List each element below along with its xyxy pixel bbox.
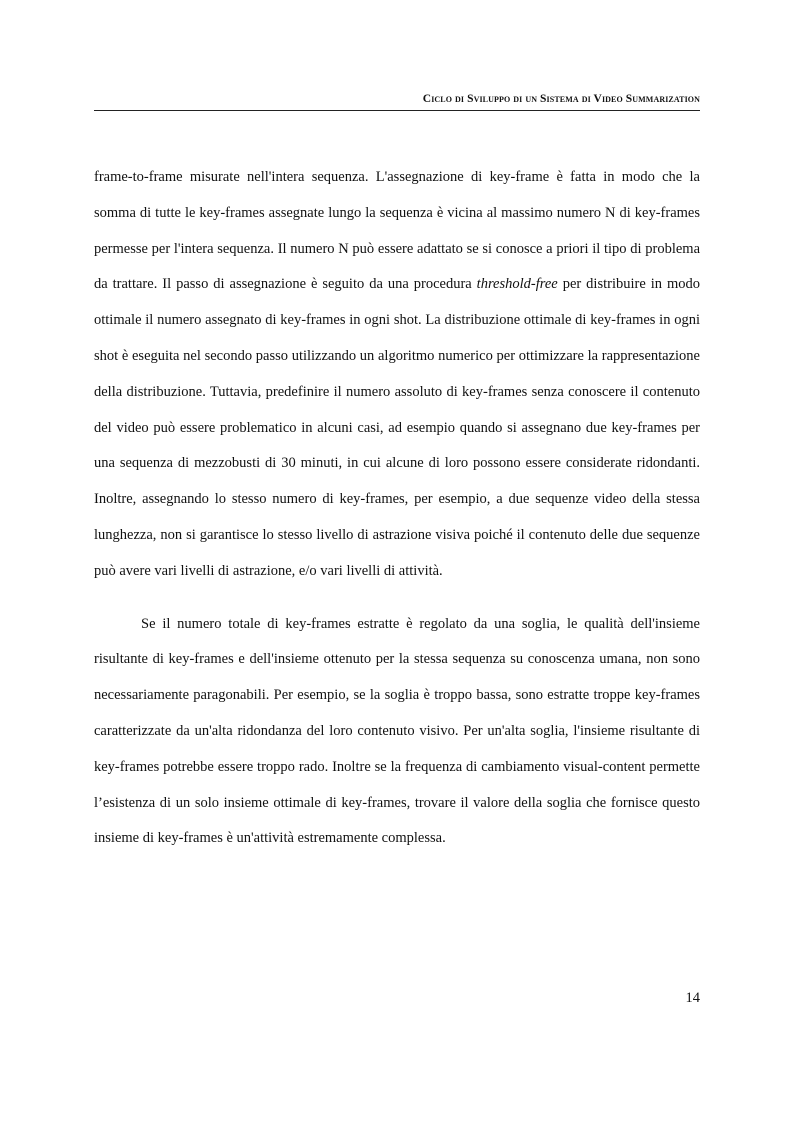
paragraph-1-italic-term: threshold-free [476,276,558,293]
paragraph-1 [94,160,700,590]
body-text [94,160,700,857]
paragraph-2: Se il numero totale di key-frames estratte è regolato da una soglia, le qualità dell'insieme risultante di key-frames e dell'insieme ottenuto per la stessa sequenza su conoscenza umana, non sono necessariamente paragonabili. Per esempio, se la soglia è troppo bassa, sono estratte troppe key-frames caratterizzate da un'alta ridondanza del loro contenuto visivo. Per un'alta soglia, l'insieme risultante di key-frames potrebbe essere troppo rado. Inoltre se la frequenza di cambiamento visual-content permette l’esistenza di un solo insieme ottimale di key-frames, trovare il valore della soglia che fornisce questo insieme di key-frames è un'attività estremamente complessa. [94,615,700,847]
header-rule [94,110,700,111]
page-number: 14 [685,990,700,1006]
paragraph-1-text-a: frame-to-frame misurate nell'intera sequenza. L'assegnazione di key-frame è fatta in modo che la somma di tutte le key-frames assegnate lungo la sequenza è vicina al massimo numero N di key-frames permesse per l'intera sequenza. Il numero N può essere adattato se si conosce a priori il tipo di problema da trattare. Il passo di assegnazione è seguito da una procedura [94,169,700,293]
paragraph-1-text-b: per distribuire in modo ottimale il numero assegnato di key-frames in ogni shot. La distribuzione ottimale di key-frames in ogni shot è eseguita nel secondo passo utilizzando un algoritmo numerico per ottimizzare la rappresentazione della distribuzione. Tuttavia, predefinire il numero assoluto di key-frames senza conoscere il contenuto del video può essere problematico in alcuni casi, ad esempio quando si assegnano due key-frames per una sequenza di mezzobusti di 30 minuti, in cui alcune di loro possono essere considerate ridondanti. Inoltre, assegnando lo stesso numero di key-frames, per esempio, a due sequenze video della stessa lunghezza, non si garantisce lo stesso livello di astrazione visiva poiché il contenuto delle due sequenze può avere vari livelli di astrazione, e/o vari livelli di attività. [94,276,701,579]
running-header: Ciclo di Sviluppo di un Sistema di Video Summarization [422,93,700,105]
